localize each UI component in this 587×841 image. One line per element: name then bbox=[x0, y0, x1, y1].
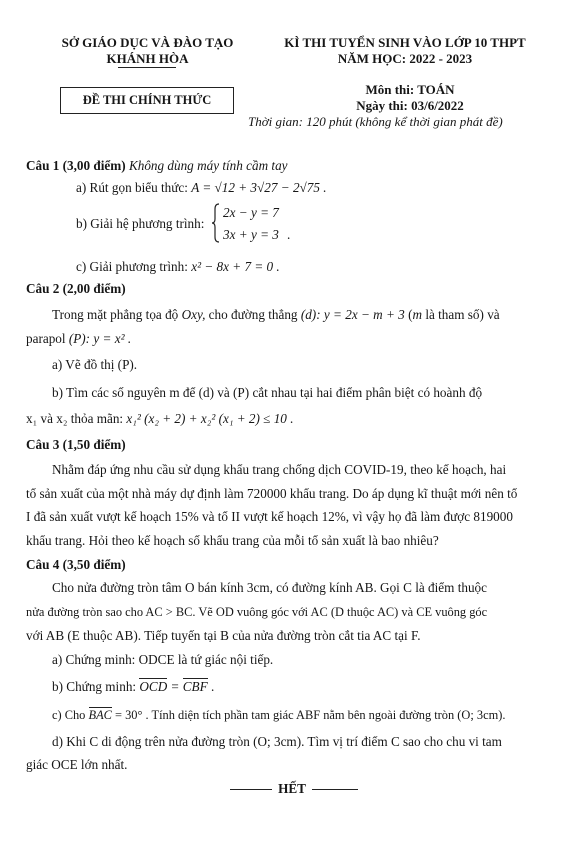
exam-meta bbox=[300, 82, 520, 114]
q3-line-3: I đã sản xuất vượt kế hoạch 15% và tổ II vượt kế hoạch 12%, vì vậy họ đã làm được 819000 bbox=[26, 509, 513, 524]
q1c-label: c) Giải phương trình: bbox=[76, 259, 188, 274]
end-marker: HẾT bbox=[278, 781, 306, 796]
q2-part-b-line-2 bbox=[26, 411, 294, 427]
q2b-text: x₁ và x₂ thỏa mãn: bbox=[26, 411, 124, 426]
q4-line-2: nửa đường tròn sao cho AC > BC. Vẽ OD vuông góc với AC (D thuộc AC) và CE vuông góc bbox=[26, 605, 488, 619]
q4-part-b bbox=[52, 679, 214, 695]
q4-part-d-line-2: giác OCE lớn nhất. bbox=[26, 757, 128, 772]
q1b-label: b) Giải hệ phương trình: bbox=[76, 216, 205, 231]
q2-intro-line-1 bbox=[52, 307, 500, 323]
q2-intro-line-2 bbox=[26, 331, 131, 347]
q4c-text: = 30° . Tính diện tích phần tam giác ABF nằm bên ngoài đường tròn (O; 3cm). bbox=[115, 708, 506, 722]
q2-part-a: a) Vẽ đồ thị (P). bbox=[52, 357, 138, 372]
q3-line-2: tổ sản xuất của một nhà máy dự định làm 720000 khẩu trang. Do áp dụng kĩ thuật mới nên tổ bbox=[26, 486, 518, 501]
footer-rule-right bbox=[312, 789, 358, 790]
q1-header bbox=[26, 158, 288, 174]
q1-title: Câu 1 (3,00 điểm) bbox=[26, 158, 126, 173]
q3-line-1: Nhằm đáp ứng nhu cầu sử dụng khẩu trang chống dịch COVID-19, theo kế hoạch, hai bbox=[52, 462, 507, 477]
q1b-end: . bbox=[287, 227, 291, 242]
q1b-equation-1: 2x − y = 7 bbox=[223, 205, 279, 220]
q4-line-1: Cho nửa đường tròn tâm O bán kính 3cm, có đường kính AB. Gọi C là điểm thuộc bbox=[52, 580, 488, 595]
q4-part-c bbox=[52, 707, 505, 723]
q4b-equals: = bbox=[170, 679, 180, 694]
q4c-label: c) Cho bbox=[52, 708, 86, 722]
q3-title: Câu 3 (1,50 điểm) bbox=[26, 437, 126, 452]
q3-line-4: khẩu trang. Hỏi theo kế hoạch số khẩu trang của mỗi tổ sản xuất là bao nhiêu? bbox=[26, 533, 439, 548]
q1b-equation-2: 3x + y = 3 bbox=[223, 227, 279, 242]
q2-parabola-equation: (P): y = x² . bbox=[68, 331, 132, 346]
q2-paren: ( bbox=[408, 307, 413, 322]
official-exam-box: ĐỀ THI CHÍNH THỨC bbox=[60, 87, 234, 114]
time-line: Thời gian: 120 phút (không kể thời gian phát đề) bbox=[248, 114, 503, 129]
department-underline bbox=[118, 67, 176, 68]
date-line: Ngày thi: 03/6/2022 bbox=[356, 98, 464, 113]
q2-part-b-line-1: b) Tìm các số nguyên m để (d) và (P) cắt nhau tại hai điểm phân biệt có hoành độ bbox=[52, 385, 483, 400]
q2-oxy: Oxy, bbox=[181, 307, 206, 322]
q2-parabola-label: parapol bbox=[26, 331, 66, 346]
q4-part-d-line-1: d) Khi C di động trên nửa đường tròn (O; 3cm). Tìm vị trí điểm C sao cho chu vi tam bbox=[52, 734, 502, 749]
q2-title: Câu 2 (2,00 điểm) bbox=[26, 281, 126, 296]
q2b-inequality: x₁² (x₂ + 2) + x₂² (x₁ + 2) ≤ 10 . bbox=[126, 411, 294, 426]
q2-line-equation: (d): y = 2x − m + 3 bbox=[300, 307, 405, 322]
q4-title: Câu 4 (3,50 điểm) bbox=[26, 557, 126, 572]
q2-param-m: m bbox=[412, 307, 423, 322]
q4b-angle-ocd: OCD bbox=[139, 679, 168, 694]
q2-text-b: cho đường thẳng bbox=[208, 307, 298, 322]
department-name bbox=[40, 35, 255, 67]
department-line-1: SỞ GIÁO DỤC VÀ ĐÀO TẠO bbox=[61, 35, 234, 50]
department-line-2: KHÁNH HÒA bbox=[106, 51, 189, 66]
exam-line-2: NĂM HỌC: 2022 - 2023 bbox=[337, 51, 473, 66]
subject-line: Môn thi: TOÁN bbox=[365, 82, 455, 97]
q4b-label: b) Chứng minh: bbox=[52, 679, 137, 694]
q1-note: Không dùng máy tính cầm tay bbox=[128, 158, 288, 173]
q1a-label: a) Rút gọn biểu thức: bbox=[76, 180, 188, 195]
q2-text-e: là tham số) và bbox=[425, 307, 500, 322]
q1-part-c bbox=[76, 259, 280, 275]
system-brace-icon bbox=[211, 203, 221, 243]
q4-part-a: a) Chứng minh: ODCE là tứ giác nội tiếp. bbox=[52, 652, 274, 667]
exam-line-1: KÌ THI TUYỂN SINH VÀO LỚP 10 THPT bbox=[284, 35, 526, 50]
q1c-expression: x² − 8x + 7 = 0 . bbox=[191, 259, 280, 274]
q4b-end: . bbox=[210, 679, 215, 694]
q4-line-3: với AB (E thuộc AB). Tiếp tuyến tại B của nửa đường tròn cắt tia AC tại F. bbox=[26, 628, 421, 643]
q2-text-a: Trong mặt phẳng tọa độ bbox=[52, 307, 179, 322]
q4b-angle-cbf: CBF bbox=[182, 679, 208, 694]
q1a-expression: A = √12 + 3√27 − 2√75 . bbox=[191, 180, 327, 195]
footer-rule-left bbox=[230, 789, 272, 790]
q1-part-a bbox=[76, 180, 327, 196]
q4c-angle-bac: BAC bbox=[88, 708, 112, 722]
exam-name bbox=[250, 35, 560, 67]
